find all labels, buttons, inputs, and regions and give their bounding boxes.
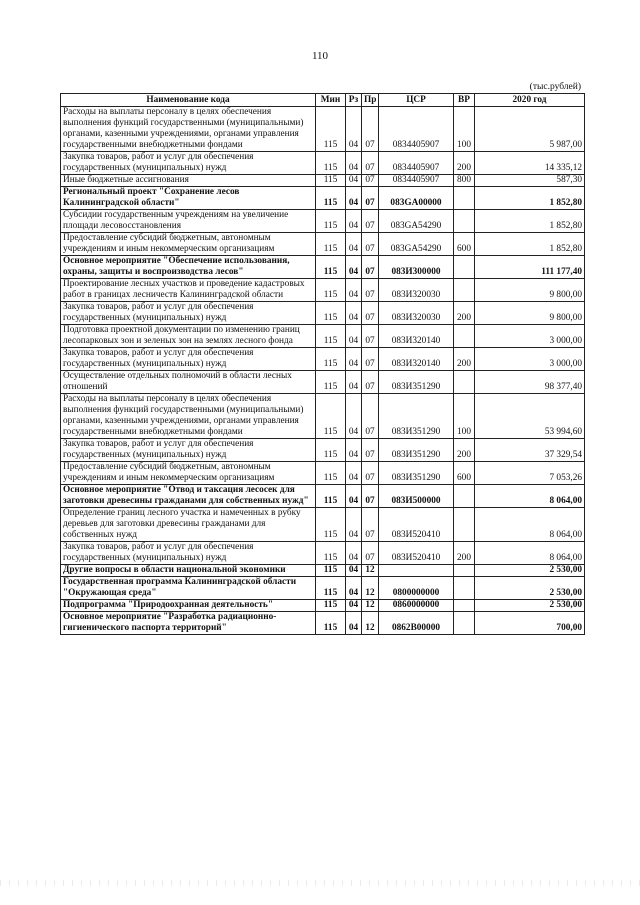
row-rz: 04 xyxy=(346,439,362,462)
row-rz: 04 xyxy=(346,152,362,175)
row-csr: 083И320030 xyxy=(379,279,454,302)
row-rz: 04 xyxy=(346,187,362,210)
table-row xyxy=(61,600,585,612)
row-amount: 14 335,12 xyxy=(475,152,585,175)
row-pr: 07 xyxy=(362,175,379,187)
row-amount: 98 377,40 xyxy=(475,371,585,394)
row-csr: 083И320140 xyxy=(379,348,454,371)
row-csr: 083И320030 xyxy=(379,302,454,325)
row-pr: 07 xyxy=(362,256,379,279)
row-pr: 07 xyxy=(362,187,379,210)
row-pr: 07 xyxy=(362,152,379,175)
row-rz: 04 xyxy=(346,302,362,325)
row-amount: 8 064,00 xyxy=(475,508,585,542)
row-amount: 1 852,80 xyxy=(475,233,585,256)
row-pr: 07 xyxy=(362,394,379,439)
row-rz: 04 xyxy=(346,542,362,565)
row-amount: 8 064,00 xyxy=(475,485,585,508)
header-rz: Рз xyxy=(346,94,362,107)
row-rz: 04 xyxy=(346,107,362,152)
table-row xyxy=(61,565,585,577)
table-header-row xyxy=(61,94,585,107)
row-min: 115 xyxy=(316,256,346,279)
row-vr: 200 xyxy=(454,542,475,565)
row-min: 115 xyxy=(316,152,346,175)
row-amount: 111 177,40 xyxy=(475,256,585,279)
row-amount: 5 987,00 xyxy=(475,107,585,152)
row-csr: 0834405907 xyxy=(379,152,454,175)
row-vr xyxy=(454,371,475,394)
row-rz: 04 xyxy=(346,600,362,612)
row-pr: 07 xyxy=(362,508,379,542)
row-vr: 200 xyxy=(454,348,475,371)
row-vr xyxy=(454,325,475,348)
header-min: Мин xyxy=(316,94,346,107)
row-csr: 083И351290 xyxy=(379,371,454,394)
row-name: Закупка товаров, работ и услуг для обеспечения государственных (муниципальных) нужд xyxy=(61,439,316,462)
row-name: Основное мероприятие "Обеспечение использования, охраны, защиты и воспроизводства лесов" xyxy=(61,256,316,279)
row-min: 115 xyxy=(316,302,346,325)
row-name: Проектирование лесных участков и проведение кадастровых работ в границах лесничеств Калининградской области xyxy=(61,279,316,302)
row-amount: 587,30 xyxy=(475,175,585,187)
row-min: 115 xyxy=(316,210,346,233)
table-row xyxy=(61,508,585,542)
row-name: Закупка товаров, работ и услуг для обеспечения государственных (муниципальных) нужд xyxy=(61,542,316,565)
row-rz: 04 xyxy=(346,348,362,371)
row-vr: 600 xyxy=(454,233,475,256)
row-min: 115 xyxy=(316,348,346,371)
row-amount: 3 000,00 xyxy=(475,348,585,371)
row-name: Основное мероприятие "Разработка радиационно-гигиенического паспорта территорий" xyxy=(61,612,316,635)
row-vr: 800 xyxy=(454,175,475,187)
row-min: 115 xyxy=(316,600,346,612)
table-row xyxy=(61,175,585,187)
row-name: Другие вопросы в области национальной экономики xyxy=(61,565,316,577)
row-csr: 0860000000 xyxy=(379,600,454,612)
row-csr: 083GA54290 xyxy=(379,210,454,233)
row-min: 115 xyxy=(316,485,346,508)
row-csr: 083И351290 xyxy=(379,439,454,462)
row-rz: 04 xyxy=(346,325,362,348)
row-pr: 07 xyxy=(362,542,379,565)
row-amount: 3 000,00 xyxy=(475,325,585,348)
row-vr xyxy=(454,187,475,210)
row-rz: 04 xyxy=(346,371,362,394)
row-min: 115 xyxy=(316,394,346,439)
row-pr: 12 xyxy=(362,565,379,577)
row-rz: 04 xyxy=(346,612,362,635)
table-row xyxy=(61,439,585,462)
row-csr: 083И520410 xyxy=(379,508,454,542)
row-pr: 07 xyxy=(362,348,379,371)
row-amount: 2 530,00 xyxy=(475,577,585,600)
row-amount: 53 994,60 xyxy=(475,394,585,439)
row-vr xyxy=(454,577,475,600)
row-name: Основное мероприятие "Отвод и таксация лесосек для заготовки древесины гражданами для собственных нужд" xyxy=(61,485,316,508)
row-vr: 200 xyxy=(454,302,475,325)
row-csr xyxy=(379,565,454,577)
row-amount: 700,00 xyxy=(475,612,585,635)
row-vr xyxy=(454,565,475,577)
row-name: Иные бюджетные ассигнования xyxy=(61,175,316,187)
row-min: 115 xyxy=(316,565,346,577)
row-min: 115 xyxy=(316,371,346,394)
table-row xyxy=(61,462,585,485)
row-vr xyxy=(454,485,475,508)
row-name: Закупка товаров, работ и услуг для обеспечения государственных (муниципальных) нужд xyxy=(61,152,316,175)
table-row xyxy=(61,348,585,371)
row-rz: 04 xyxy=(346,577,362,600)
row-name: Подпрограмма "Природоохранная деятельность" xyxy=(61,600,316,612)
row-pr: 07 xyxy=(362,302,379,325)
row-csr: 083GA54290 xyxy=(379,233,454,256)
header-vr: ВР xyxy=(454,94,475,107)
row-csr: 083И320140 xyxy=(379,325,454,348)
row-vr xyxy=(454,600,475,612)
row-pr: 07 xyxy=(362,325,379,348)
row-amount: 9 800,00 xyxy=(475,302,585,325)
table-row xyxy=(61,187,585,210)
row-pr: 07 xyxy=(362,462,379,485)
budget-table xyxy=(60,93,585,635)
row-min: 115 xyxy=(316,542,346,565)
row-amount: 37 329,54 xyxy=(475,439,585,462)
row-min: 115 xyxy=(316,325,346,348)
row-pr: 07 xyxy=(362,210,379,233)
row-pr: 12 xyxy=(362,600,379,612)
row-csr: 083И351290 xyxy=(379,394,454,439)
row-name: Закупка товаров, работ и услуг для обеспечения государственных (муниципальных) нужд xyxy=(61,302,316,325)
units-label: (тыс.рублей) xyxy=(529,82,581,92)
row-csr: 083И520410 xyxy=(379,542,454,565)
row-rz: 04 xyxy=(346,233,362,256)
row-min: 115 xyxy=(316,175,346,187)
row-name: Расходы на выплаты персоналу в целях обеспечения выполнения функций государственными (муниципальными) органами, казенными учреждениями, органами управления государственными внебюджетными фондами xyxy=(61,107,316,152)
row-vr xyxy=(454,279,475,302)
row-name: Осуществление отдельных полномочий в области лесных отношений xyxy=(61,371,316,394)
row-min: 115 xyxy=(316,577,346,600)
header-amount: 2020 год xyxy=(475,94,585,107)
row-name: Предоставление субсидий бюджетным, автономным учреждениям и иным некоммерческим организациям xyxy=(61,233,316,256)
table-body xyxy=(61,107,585,635)
row-min: 115 xyxy=(316,612,346,635)
row-vr xyxy=(454,256,475,279)
table-row xyxy=(61,612,585,635)
row-name: Субсидии государственным учреждениям на увеличение площади лесовосстановления xyxy=(61,210,316,233)
row-rz: 04 xyxy=(346,485,362,508)
row-min: 115 xyxy=(316,279,346,302)
row-min: 115 xyxy=(316,439,346,462)
row-pr: 12 xyxy=(362,612,379,635)
row-csr: 083И500000 xyxy=(379,485,454,508)
row-csr: 0834405907 xyxy=(379,107,454,152)
row-csr: 0862В00000 xyxy=(379,612,454,635)
table-row xyxy=(61,302,585,325)
row-csr: 0800000000 xyxy=(379,577,454,600)
row-pr: 12 xyxy=(362,577,379,600)
row-amount: 2 530,00 xyxy=(475,565,585,577)
row-rz: 04 xyxy=(346,256,362,279)
row-pr: 07 xyxy=(362,107,379,152)
row-vr: 200 xyxy=(454,439,475,462)
row-min: 115 xyxy=(316,107,346,152)
row-pr: 07 xyxy=(362,233,379,256)
row-name: Определение границ лесного участка и намеченных в рубку деревьев для заготовки древесины гражданами для собственных нужд xyxy=(61,508,316,542)
scan-noise xyxy=(0,880,640,886)
table-row xyxy=(61,371,585,394)
row-rz: 04 xyxy=(346,210,362,233)
row-vr: 600 xyxy=(454,462,475,485)
row-amount: 9 800,00 xyxy=(475,279,585,302)
table-row xyxy=(61,152,585,175)
row-pr: 07 xyxy=(362,439,379,462)
row-min: 115 xyxy=(316,233,346,256)
row-pr: 07 xyxy=(362,371,379,394)
row-rz: 04 xyxy=(346,394,362,439)
row-csr: 0834405907 xyxy=(379,175,454,187)
row-amount: 8 064,00 xyxy=(475,542,585,565)
row-amount: 1 852,80 xyxy=(475,210,585,233)
header-pr: Пр xyxy=(362,94,379,107)
row-vr: 200 xyxy=(454,152,475,175)
row-vr xyxy=(454,210,475,233)
row-csr: 083И351290 xyxy=(379,462,454,485)
row-amount: 1 852,80 xyxy=(475,187,585,210)
table-row xyxy=(61,485,585,508)
table-row xyxy=(61,233,585,256)
page-number: 110 xyxy=(311,50,329,62)
row-min: 115 xyxy=(316,187,346,210)
table-row xyxy=(61,394,585,439)
table-row xyxy=(61,107,585,152)
table-row xyxy=(61,542,585,565)
row-rz: 04 xyxy=(346,565,362,577)
row-rz: 04 xyxy=(346,279,362,302)
table-row xyxy=(61,256,585,279)
row-csr: 083GA00000 xyxy=(379,187,454,210)
row-amount: 7 053,26 xyxy=(475,462,585,485)
row-min: 115 xyxy=(316,462,346,485)
table-row xyxy=(61,279,585,302)
row-rz: 04 xyxy=(346,462,362,485)
header-name: Наименование кода xyxy=(61,94,316,107)
row-vr: 100 xyxy=(454,394,475,439)
row-vr: 100 xyxy=(454,107,475,152)
row-name: Расходы на выплаты персоналу в целях обеспечения выполнения функций государственными (муниципальными) органами, казенными учреждениями, органами управления государственными внебюджетными фондами xyxy=(61,394,316,439)
row-name: Закупка товаров, работ и услуг для обеспечения государственных (муниципальных) нужд xyxy=(61,348,316,371)
row-name: Региональный проект "Сохранение лесов Калининградской области" xyxy=(61,187,316,210)
row-rz: 04 xyxy=(346,508,362,542)
table-row xyxy=(61,210,585,233)
row-vr xyxy=(454,612,475,635)
table-row xyxy=(61,577,585,600)
row-amount: 2 530,00 xyxy=(475,600,585,612)
row-name: Государственная программа Калининградской области "Окружающая среда" xyxy=(61,577,316,600)
row-min: 115 xyxy=(316,508,346,542)
row-rz: 04 xyxy=(346,175,362,187)
row-name: Предоставление субсидий бюджетным, автономным учреждениям и иным некоммерческим организациям xyxy=(61,462,316,485)
row-pr: 07 xyxy=(362,279,379,302)
row-csr: 083И300000 xyxy=(379,256,454,279)
table-row xyxy=(61,325,585,348)
row-name: Подготовка проектной документации по изменению границ лесопарковых зон и зеленых зон на землях лесного фонда xyxy=(61,325,316,348)
header-csr: ЦСР xyxy=(379,94,454,107)
row-vr xyxy=(454,508,475,542)
row-pr: 07 xyxy=(362,485,379,508)
